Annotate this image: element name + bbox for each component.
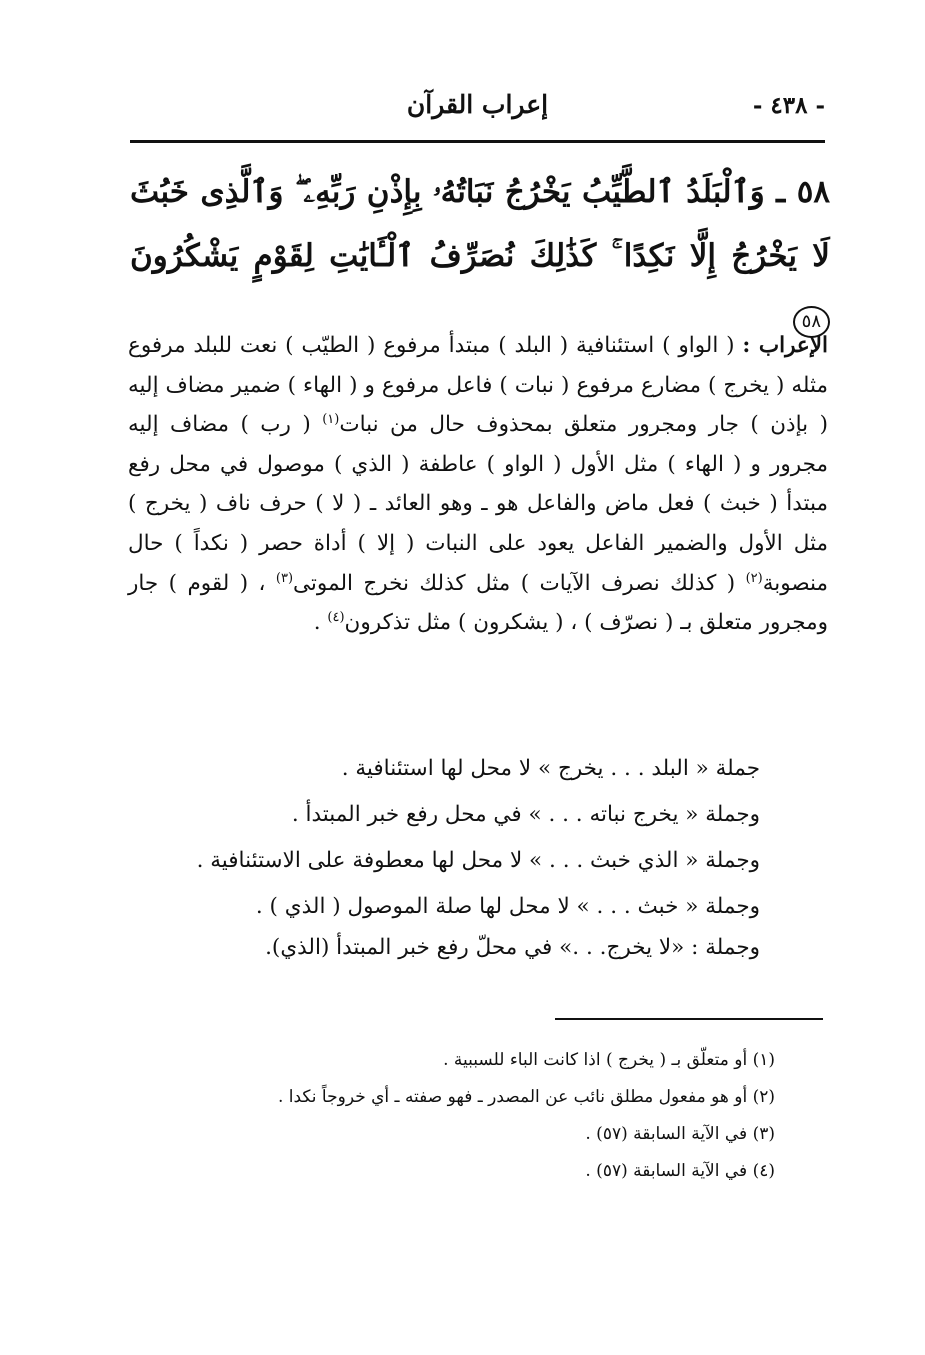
sentence-line: وجملة : «لا يخرج. . .» في محلّ رفع خبر المبتدأ (الذي). [265, 935, 760, 960]
footnote: (١) أو متعلّق بـ ( يخرج ) اذا كانت الباء للسببية . [443, 1050, 775, 1070]
irab-label: الإعراب : [742, 333, 828, 358]
footnote-rule [555, 1018, 823, 1020]
irab-text-5: . [313, 610, 321, 636]
irab-text-1: ( الواو ) استئنافية ( البلد ) مبتدأ مرفوع ( الطيّب ) نعت للبلد مرفوع مثله ( يخرج ) مضارع مرفوع ( نبات ) فاعل مرفوع و ( الهاء ) ضمير مضاف إليه ( بإذن ) جار ومجرور متعلق بمحذوف حال من نبات [128, 333, 828, 438]
footnote: (٢) أو هو مفعول مطلق نائب عن المصدر ـ فهو صفته ـ أي خروجاً نكدا . [277, 1087, 775, 1107]
quran-verse [130, 160, 830, 352]
sentence-line: وجملة « الذي خبث . . . » لا محل لها معطوفة على الاستئنافية . [196, 848, 760, 873]
header-rule [130, 140, 825, 143]
sentence-line: جملة « البلد . . . يخرج » لا محل لها استئنافية . [341, 756, 760, 781]
book-title: إعراب القرآن [406, 90, 549, 119]
footnote-ref-1: (١) [322, 412, 340, 428]
footnote-ref-3: (٣) [275, 570, 294, 586]
page-header [130, 88, 825, 128]
footnote-ref-4: (٤) [327, 610, 345, 625]
verse-number: ٥٨ ـ [776, 174, 831, 210]
irab-text-2: ( رب ) مضاف إليه مجرور و ( الهاء ) مثل الأول ( الواو ) عاطفة ( الذي ) موصول في محل رفع مبتدأ ( خبث ) فعل ماض والفاعل هو ـ وهو العائد ـ ( لا ) حرف ناف ( يخرج ) مثل الأول والضمير الفاعل يعود على النبات ( إلا ) أداة حصر ( نكداً ) حال منصوبة [128, 412, 828, 596]
sentence-line: وجملة « يخرج نباته . . . » في محل رفع خبر المبتدأ . [291, 802, 760, 827]
footnote: (٣) في الآية السابقة (٥٧) . [585, 1124, 775, 1144]
irab-text-3: ( كذلك نصرف الآيات ) مثل كذلك نخرج الموتى [293, 570, 736, 596]
sentence-line: وجملة « خبث . . . » لا محل لها صلة الموصول ( الذي ) . [255, 894, 760, 919]
sentence-analysis [120, 746, 760, 970]
page-number: - ٤٣٨ - [752, 92, 825, 119]
irab-paragraph [128, 326, 828, 643]
footnote: (٤) في الآية السابقة (٥٧) . [585, 1161, 775, 1181]
footnote-ref-2: (٢) [745, 570, 763, 586]
verse-end-marker: ٥٨ [793, 306, 830, 338]
irab-text-4: ، ( لقوم ) جار ومجرور متعلق بـ ( نصرّف ) ، ( يشكرون ) مثل تذكرون [128, 570, 828, 636]
footnotes [200, 1042, 775, 1190]
verse-text: وَٱلْبَلَدُ ٱلطَّيِّبُ يَخْرُجُ نَبَاتُهُۥ بِإِذْنِ رَبِّهِۦ ۖ وَٱلَّذِى خَبُثَ لَا يَخْرُجُ إِلَّا نَكِدًا ۚ كَذَٰلِكَ نُصَرِّفُ ٱلْـَٔايَٰتِ لِقَوْمٍ يَشْكُرُونَ [130, 174, 830, 274]
